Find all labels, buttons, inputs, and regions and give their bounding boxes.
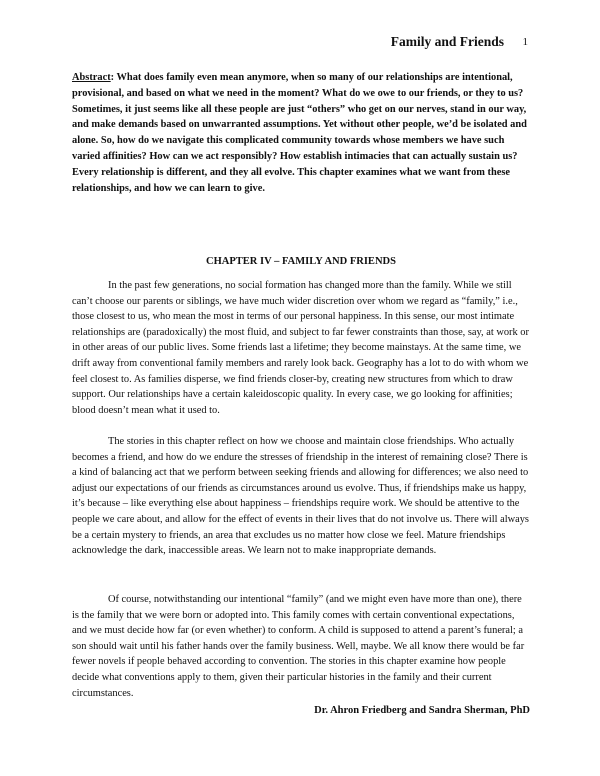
author-signature: Dr. Ahron Friedberg and Sandra Sherman, PhD	[314, 705, 530, 716]
abstract-label: Abstract	[72, 72, 111, 83]
abstract-text: : What does family even mean anymore, when so many of our relationships are intentional, provisional, and based on what we need in the moment? What do we owe to our friends, or they to us? Sometimes, it just seems like all these people are just “others” who get on our nerves, stand in our way, and make demands based on unwarranted assumptions. Yet without other people, we’d be isolated and alone. So, how do we navigate this complicated community towards whose members we have such varied affinities? How can we act responsibly? How establish intimacies that can actually sustain us? Every relationship is different, and they all evolve. This chapter examines what we want from these relationships, and how we can learn to give.	[72, 72, 527, 194]
chapter-title: CHAPTER IV – FAMILY AND FRIENDS	[206, 256, 396, 267]
body-paragraph-2: The stories in this chapter reflect on how we choose and maintain close friendships. Who actually becomes a friend, and how do we endure the stresses of friendship in the interest of remaining close? There is a kind of balancing act that we perform between seeking friends and allowing for differences; we also need to adjust our expectations of our friends as circumstances around us evolve. Thus, if friendships make us happy, it’s because – like everything else about happiness – friendships require work. We should be attentive to the people we care about, and allow for the effect of events in their lives that do not involve us. There will always be a certain mystery to friends, an area that excludes us no matter how close we feel. Mature friendships acknowledge the dark, inaccessible areas. We learn not to make inappropriate demands.	[72, 436, 529, 557]
body-paragraph-1: In the past few generations, no social formation has changed more than the family. While we still can’t choose our parents or siblings, we have much wider discretion over whom we regard as “family,” i.e., those closest to us, who mean the most in terms of our personal happiness. In this sense, our most intimate relationships are (paradoxically) the most fluid, and subject to far fewer constraints than those, say, at work or in other areas of our public lives. Some friends last a lifetime; they become mainstays. At the same time, we drift away from conventional family members and rarely look back. Geography has a lot to do with whom we feel closest to. As families disperse, we find friends closer-by, creating new structures from which to draw support. Our relationships have a certain kaleidoscopic quality. In every case, we go looking for affinities; blood doesn’t mean what it used to.	[72, 280, 529, 416]
abstract-paragraph	[72, 70, 530, 196]
page-header	[0, 34, 600, 54]
body-paragraph-3: Of course, notwithstanding our intentional “family” (and we might even have more than one), there is the family that we were born or adopted into. This family comes with certain conventional expectations, and we must decide how far (or even whether) to conform. A child is supposed to attend a parent’s funeral; a son should wait until his father hands over the family business. Well, maybe. We all know there would be far fewer novels if people behaved according to convention. The stories in this chapter examine how people decide what conventions apply to them, given their particular histories in the family and their current circumstances.	[72, 594, 525, 699]
running-header-title: Family and Friends	[390, 34, 504, 49]
page-number: 1	[522, 36, 528, 48]
